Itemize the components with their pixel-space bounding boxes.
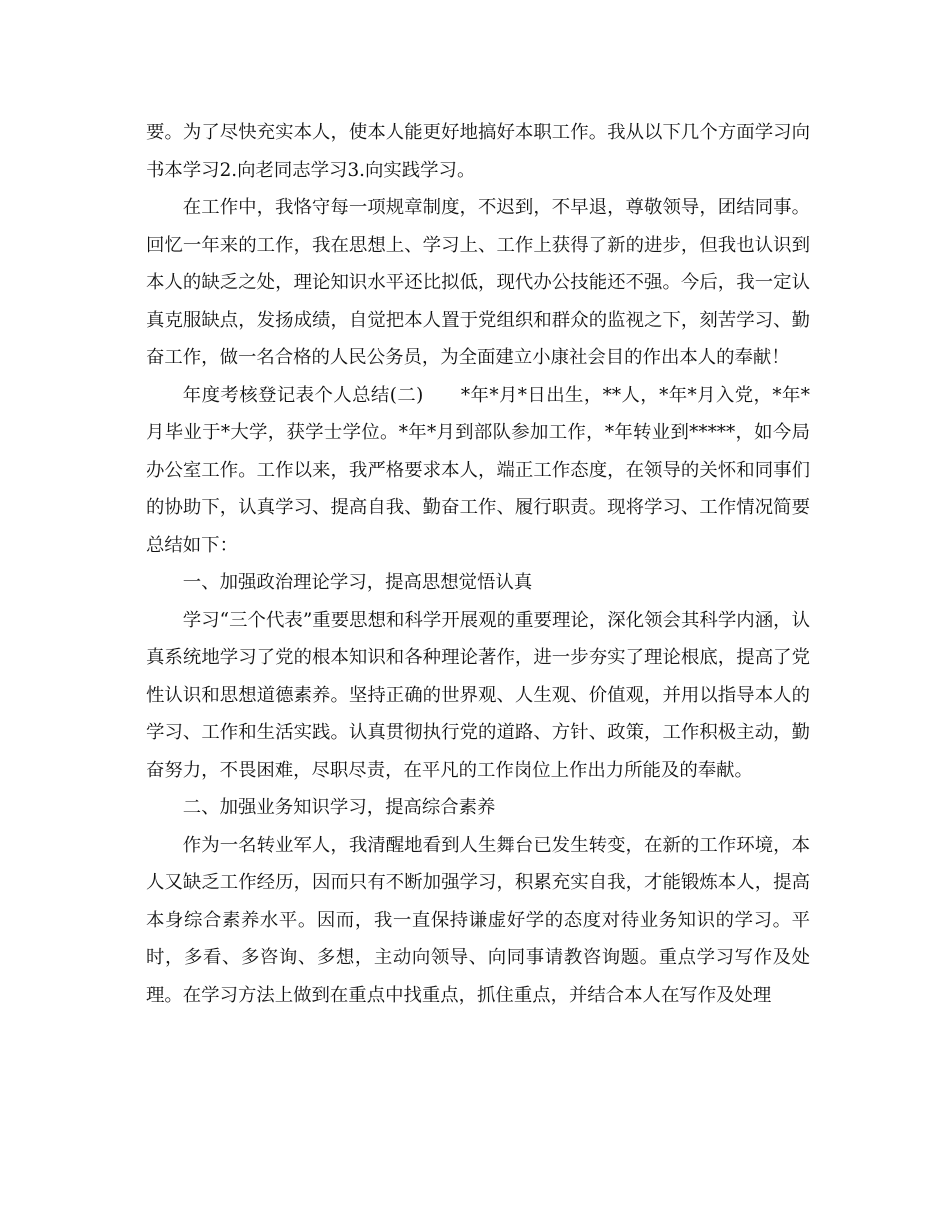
section-heading-business-study: 二、加强业务知识学习，提高综合素养 xyxy=(182,797,496,818)
section-heading-political-study: 一、加强政治理论学习，提高思想觉悟认真 xyxy=(182,572,533,593)
document-body xyxy=(146,114,810,1014)
paragraph-work-attitude: 在工作中，我恪守每一项规章制度，不迟到，不早退，尊敬领导，团结同事。回忆一年来的工作，我在思想上、学习上、工作上获得了新的进步，但我也认识到本人的缺乏之处，理论知识水平还比拟低，现代办公技能还不强。今后，我一定认真克服缺点，发扬成绩，自觉把本人置于党组织和群众的监视之下，刻苦学习、勤奋工作，做一名合格的人民公务员，为全面建立小康社会目的作出本人的奉献！ xyxy=(146,197,810,368)
paragraph-political-study: 学习“三个代表”重要思想和科学开展观的重要理论，深化领会其科学内涵，认真系统地学习了党的根本知识和各种理论著作，进一步夯实了理论根底，提高了党性认识和思想道德素养。坚持正确的世界观、人生观、价值观，并用以指导本人的学习、工作和生活实践。认真贯彻执行党的道路、方针、政策，工作积极主动，勤奋努力，不畏困难，尽职尽责，在平凡的工作岗位上作出力所能及的奉献。 xyxy=(146,609,810,781)
paragraph-business-study: 作为一名转业军人，我清醒地看到人生舞台已发生转变，在新的工作环境，本人又缺乏工作经历，因而只有不断加强学习，积累充实自我，才能锻炼本人，提高本身综合素养水平。因而，我一直保持谦虚好学的态度对待业务知识的学习。平时，多看、多咨询、多想，主动向领导、向同事请教咨询题。重点学习写作及处理。在学习方法上做到在重点中找重点，抓住重点，并结合本人在写作及处理 xyxy=(146,834,810,1006)
paragraph-summary-two-intro: 年度考核登记表个人总结(二) *年*月*日出生，**人，*年*月入党，*年*月毕业于*大学，获学士学位。*年*月到部队参加工作，*年转业到*****，如今局办公室工作。工作以来，我严格要求本人，端正工作态度，在领导的关怀和同事们的协助下，认真学习、提高自我、勤奋工作、履行职责。现将学习、工作情况简要总结如下： xyxy=(146,384,810,556)
paragraph-continued-intro: 要。为了尽快充实本人，使本人能更好地搞好本职工作。我从以下几个方面学习向书本学习2.向老同志学习3.向实践学习。 xyxy=(146,122,810,181)
